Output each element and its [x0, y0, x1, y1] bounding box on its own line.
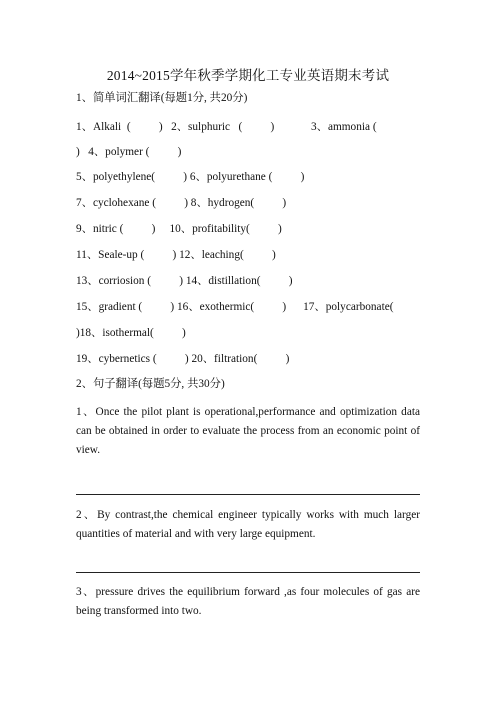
vocab-line: 11、Seale-up ( ) 12、leaching( )	[76, 249, 276, 261]
answer-line-1	[76, 494, 420, 495]
vocab-line: 5、polyethylene( ) 6、polyurethane ( )	[76, 171, 305, 183]
vocab-line: 9、nitric ( ) 10、profitability( )	[76, 223, 282, 235]
vocab-line: 7、cyclohexane ( ) 8、hydrogen( )	[76, 197, 287, 209]
sentence-1: 1、Once the pilot plant is operational,performance and optimization data can be obtained in order to evaluate the process from an economic point of view.	[76, 406, 420, 456]
answer-line-2	[76, 572, 420, 573]
vocab-line: 15、gradient ( ) 16、exothermic( ) 17、polycarbonate(	[76, 301, 394, 313]
sentence-3: 3、pressure drives the equilibrium forward ,as four molecules of gas are being transformed into two.	[76, 586, 420, 617]
vocab-section-heading: 1、简单词汇翻译(每题1分, 共20分)	[76, 92, 248, 104]
sentence-section-heading: 2、句子翻译(每题5分, 共30分)	[76, 378, 225, 390]
exam-title: 2014~2015学年秋季学期化工专业英语期末考试	[106, 68, 390, 83]
vocab-line: )18、isothermal( )	[76, 327, 186, 339]
sentence-2: 2、By contrast,the chemical engineer typically works with much larger quantities of material and with very large equipment.	[76, 509, 420, 540]
vocab-line: ) 4、polymer ( )	[76, 146, 182, 158]
vocab-line: 1、Alkali ( ) 2、sulphuric ( ) 3、ammonia (	[76, 121, 377, 133]
vocab-line: 13、corriosion ( ) 14、distillation( )	[76, 275, 293, 287]
vocab-line: 19、cybernetics ( ) 20、filtration( )	[76, 353, 290, 365]
